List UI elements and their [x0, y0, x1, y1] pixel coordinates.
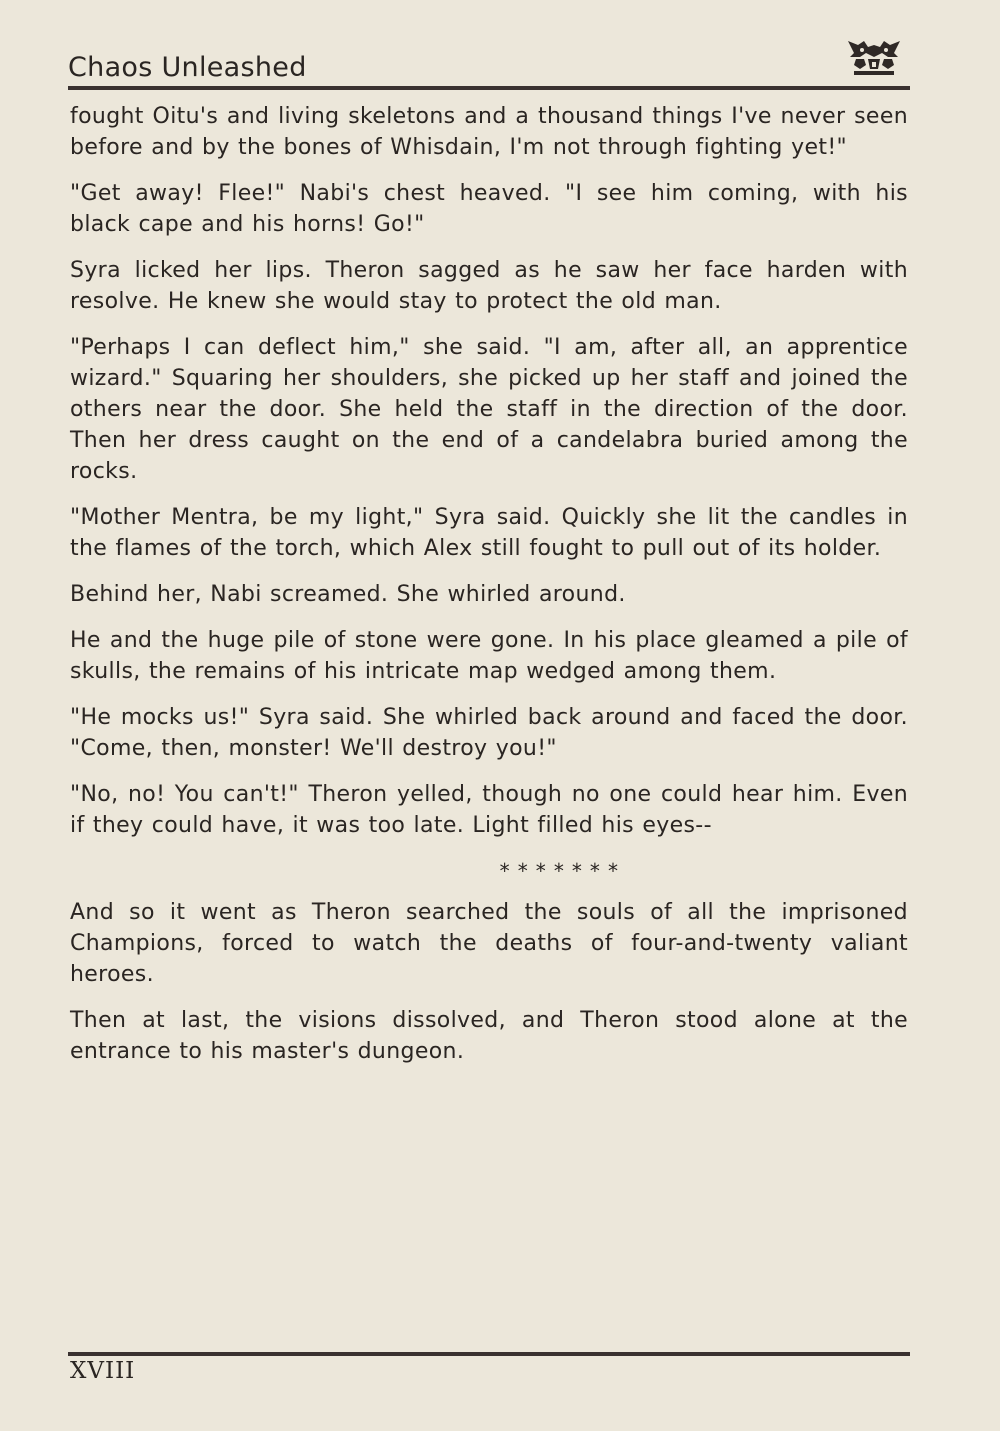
scene-break: * * * * * * *	[499, 859, 619, 883]
running-title: Chaos Unleashed	[68, 52, 307, 83]
paragraph: "He mocks us!" Syra said. She whirled back around and faced the door. "Come, then, monster! We'll destroy you!"	[70, 705, 908, 761]
footer-divider	[68, 1352, 910, 1356]
paragraph: "Get away! Flee!" Nabi's chest heaved. "I see him coming, with his black cape and his horns! Go!"	[70, 181, 908, 237]
paragraph: And so it went as Theron searched the souls of all the imprisoned Champions, forced to watch the deaths of four-and-twenty valiant heroes.	[70, 900, 908, 987]
winged-emblem-icon	[846, 35, 902, 79]
paragraph: fought Oitu's and living skeletons and a thousand things I've never seen before and by the bones of Whisdain, I'm not through fighting yet!"	[70, 104, 908, 160]
page-number: XVIII	[70, 1358, 136, 1384]
paragraph: "Mother Mentra, be my light," Syra said. Quickly she lit the candles in the flames of the torch, which Alex still fought to pull out of its holder.	[70, 505, 908, 561]
paragraph: Behind her, Nabi screamed. She whirled around.	[70, 582, 626, 607]
paragraph: Syra licked her lips. Theron sagged as he saw her face harden with resolve. He knew she would stay to protect the old man.	[70, 258, 908, 314]
main-text	[70, 101, 908, 1082]
paragraph: He and the huge pile of stone were gone. In his place gleamed a pile of skulls, the remains of his intricate map wedged among them.	[70, 628, 908, 684]
paragraph: "No, no! You can't!" Theron yelled, though no one could hear him. Even if they could have, it was too late. Light filled his eyes--	[70, 782, 908, 838]
header-divider	[68, 86, 910, 90]
paragraph: "Perhaps I can deflect him," she said. "I am, after all, an apprentice wizard." Squaring her shoulders, she picked up her staff and joined the others near the door. She held the staff in the direction of the door. Then her dress caught on the end of a candelabra buried among the rocks.	[70, 335, 908, 484]
paragraph: Then at last, the visions dissolved, and Theron stood alone at the entrance to his master's dungeon.	[70, 1008, 908, 1064]
